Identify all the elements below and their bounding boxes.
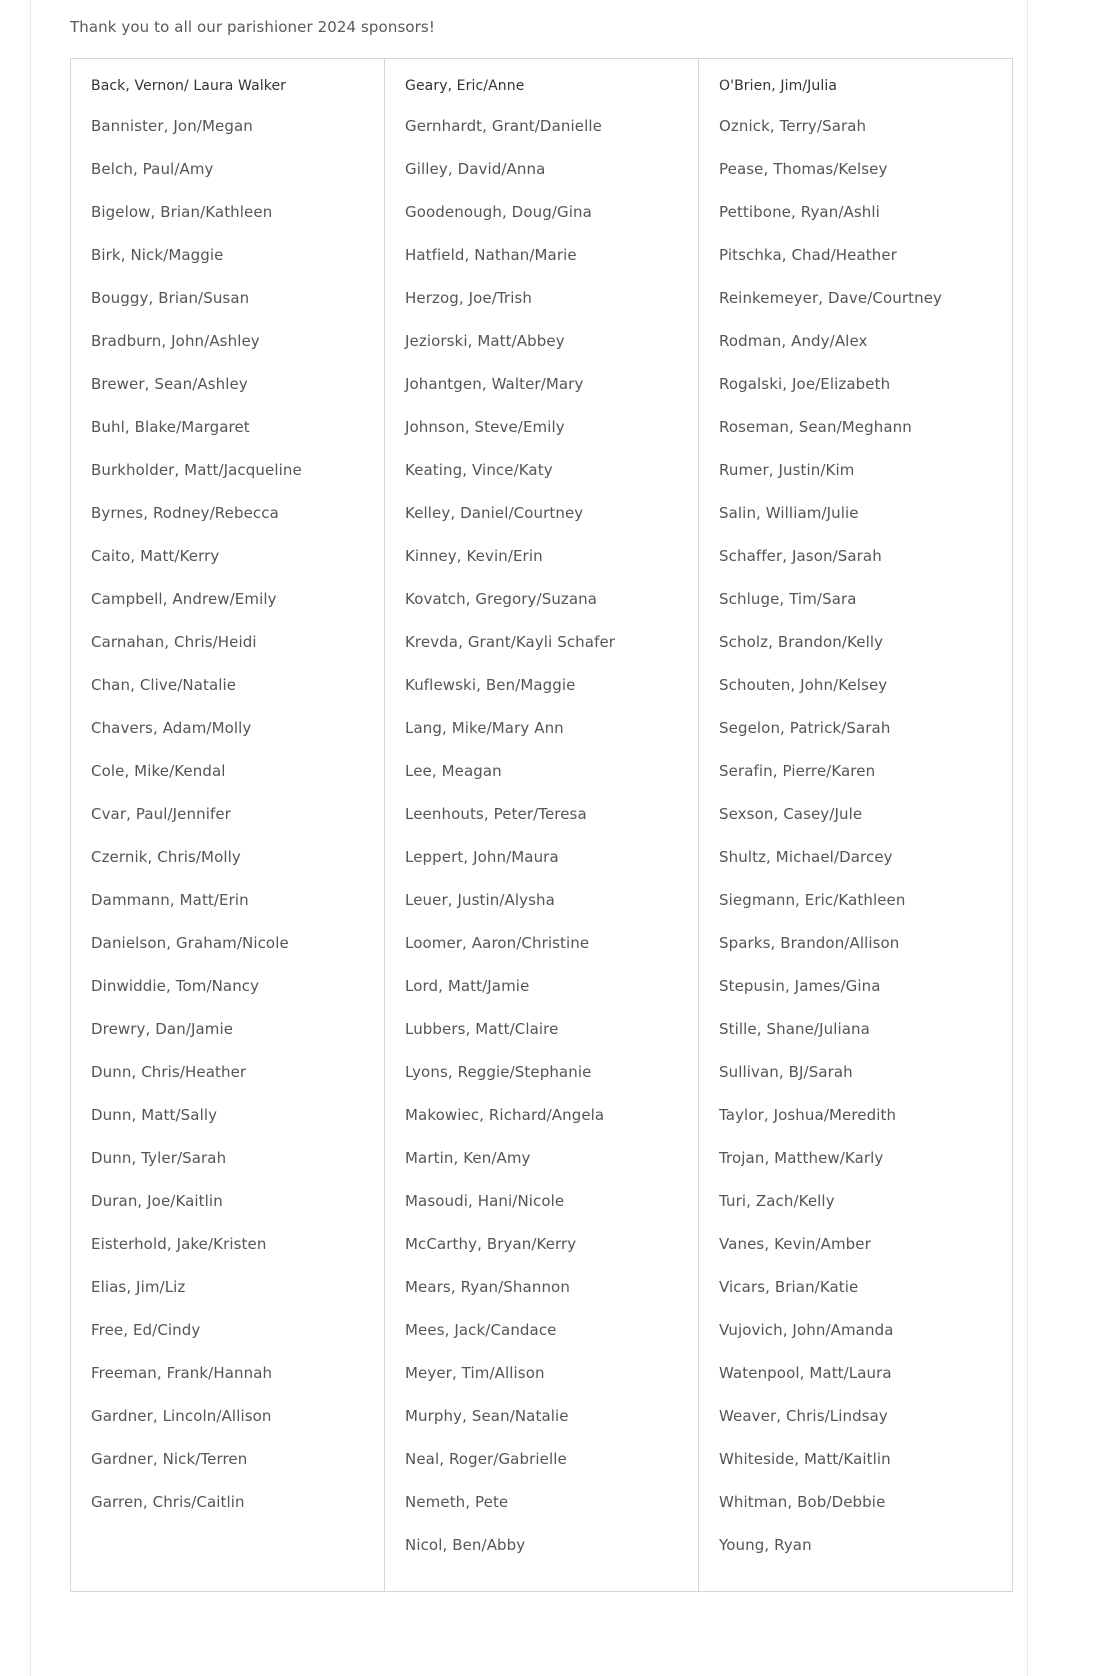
sponsor-name: Rodman, Andy/Alex: [719, 332, 868, 350]
sponsor-name: Bigelow, Brian/Kathleen: [91, 203, 273, 221]
sponsor-column-1: [71, 59, 385, 1591]
sponsor-name: Vanes, Kevin/Amber: [719, 1235, 871, 1253]
sponsor-name: Gardner, Nick/Terren: [91, 1450, 248, 1468]
sponsor-name: Schouten, John/Kelsey: [719, 676, 888, 694]
sponsor-name: Pettibone, Ryan/Ashli: [719, 203, 880, 221]
sponsor-name: Serafin, Pierre/Karen: [719, 762, 876, 780]
sponsor-name: Reinkemeyer, Dave/Courtney: [719, 289, 943, 307]
sponsor-name: O'Brien, Jim/Julia: [719, 78, 838, 94]
sponsor-name: Stepusin, James/Gina: [719, 977, 881, 995]
sponsor-name: Mears, Ryan/Shannon: [405, 1278, 570, 1296]
sponsor-name: Dammann, Matt/Erin: [91, 891, 249, 909]
sponsor-name: Hatfield, Nathan/Marie: [405, 246, 577, 264]
sponsor-name: Jeziorski, Matt/Abbey: [405, 332, 565, 350]
sponsor-name: Sexson, Casey/Jule: [719, 805, 863, 823]
sponsor-name: Campbell, Andrew/Emily: [91, 590, 277, 608]
sponsor-name: Bannister, Jon/Megan: [91, 117, 253, 135]
sponsor-name: Byrnes, Rodney/Rebecca: [91, 504, 279, 522]
sponsor-name: Carnahan, Chris/Heidi: [91, 633, 257, 651]
sponsor-name: Rogalski, Joe/Elizabeth: [719, 375, 891, 393]
sponsor-name: Drewry, Dan/Jamie: [91, 1020, 234, 1038]
sponsor-name: Stille, Shane/Juliana: [719, 1020, 870, 1038]
sponsor-column-2: [385, 59, 699, 1591]
sponsor-list: [91, 75, 384, 1534]
sponsor-name: Dunn, Matt/Sally: [91, 1106, 218, 1124]
sponsor-name: Johantgen, Walter/Mary: [405, 375, 584, 393]
sponsor-name: Nicol, Ben/Abby: [405, 1536, 526, 1554]
sponsor-name: Segelon, Patrick/Sarah: [719, 719, 891, 737]
sponsor-name: Buhl, Blake/Margaret: [91, 418, 250, 436]
sponsor-name: Sullivan, BJ/Sarah: [719, 1063, 853, 1081]
sponsor-name: Murphy, Sean/Natalie: [405, 1407, 569, 1425]
sponsor-name: Cvar, Paul/Jennifer: [91, 805, 231, 823]
sponsor-name: Whitman, Bob/Debbie: [719, 1493, 886, 1511]
sponsor-name: Gilley, David/Anna: [405, 160, 546, 178]
sponsor-name: Siegmann, Eric/Kathleen: [719, 891, 906, 909]
sponsor-name: Bouggy, Brian/Susan: [91, 289, 250, 307]
sponsor-name: Garren, Chris/Caitlin: [91, 1493, 245, 1511]
sponsor-name: Lang, Mike/Mary Ann: [405, 719, 564, 737]
sponsor-name: Mees, Jack/Candace: [405, 1321, 557, 1339]
sponsor-name: Salin, William/Julie: [719, 504, 859, 522]
sponsor-name: Caito, Matt/Kerry: [91, 547, 220, 565]
sponsor-name: Free, Ed/Cindy: [91, 1321, 201, 1339]
sponsor-name: Makowiec, Richard/Angela: [405, 1106, 605, 1124]
sponsor-name: Lord, Matt/Jamie: [405, 977, 530, 995]
sponsor-list: [405, 75, 698, 1577]
sponsor-table: [70, 58, 1013, 1592]
sponsor-name: Cole, Mike/Kendal: [91, 762, 226, 780]
intro-text: Thank you to all our parishioner 2024 sponsors!: [70, 18, 435, 36]
sponsor-name: Loomer, Aaron/Christine: [405, 934, 590, 952]
sponsor-name: Burkholder, Matt/Jacqueline: [91, 461, 302, 479]
sponsor-name: Pitschka, Chad/Heather: [719, 246, 897, 264]
sponsor-name: Trojan, Matthew/Karly: [719, 1149, 884, 1167]
sponsor-name: McCarthy, Bryan/Kerry: [405, 1235, 577, 1253]
sponsor-name: Watenpool, Matt/Laura: [719, 1364, 892, 1382]
sponsor-name: Eisterhold, Jake/Kristen: [91, 1235, 267, 1253]
sponsor-name: Back, Vernon/ Laura Walker: [91, 78, 287, 94]
sponsor-column-3: [699, 59, 1012, 1591]
sponsor-name: Chan, Clive/Natalie: [91, 676, 237, 694]
sponsor-name: Kelley, Daniel/Courtney: [405, 504, 584, 522]
sponsor-name: Elias, Jim/Liz: [91, 1278, 186, 1296]
sponsor-name: Kuflewski, Ben/Maggie: [405, 676, 576, 694]
sponsor-name: Belch, Paul/Amy: [91, 160, 214, 178]
sponsor-name: Neal, Roger/Gabrielle: [405, 1450, 567, 1468]
sponsor-name: Danielson, Graham/Nicole: [91, 934, 289, 952]
sponsor-name: Roseman, Sean/Meghann: [719, 418, 912, 436]
sponsor-name: Gardner, Lincoln/Allison: [91, 1407, 272, 1425]
sponsor-name: Vicars, Brian/Katie: [719, 1278, 859, 1296]
sponsor-name: Pease, Thomas/Kelsey: [719, 160, 888, 178]
sponsor-name: Johnson, Steve/Emily: [405, 418, 565, 436]
sponsor-name: Masoudi, Hani/Nicole: [405, 1192, 565, 1210]
sponsor-name: Brewer, Sean/Ashley: [91, 375, 248, 393]
sponsor-name: Chavers, Adam/Molly: [91, 719, 252, 737]
sponsor-name: Birk, Nick/Maggie: [91, 246, 224, 264]
sponsor-name: Krevda, Grant/Kayli Schafer: [405, 633, 616, 651]
sponsor-name: Nemeth, Pete: [405, 1493, 509, 1511]
sponsor-name: Vujovich, John/Amanda: [719, 1321, 894, 1339]
sponsor-name: Shultz, Michael/Darcey: [719, 848, 893, 866]
sponsor-name: Kovatch, Gregory/Suzana: [405, 590, 598, 608]
sponsor-name: Bradburn, John/Ashley: [91, 332, 260, 350]
sponsor-name: Leuer, Justin/Alysha: [405, 891, 555, 909]
sponsor-name: Whiteside, Matt/Kaitlin: [719, 1450, 891, 1468]
sponsor-name: Sparks, Brandon/Allison: [719, 934, 900, 952]
sponsor-name: Turi, Zach/Kelly: [719, 1192, 835, 1210]
sponsor-name: Dunn, Chris/Heather: [91, 1063, 247, 1081]
sponsor-name: Martin, Ken/Amy: [405, 1149, 531, 1167]
sponsor-name: Rumer, Justin/Kim: [719, 461, 855, 479]
sponsor-name: Meyer, Tim/Allison: [405, 1364, 545, 1382]
sponsor-name: Herzog, Joe/Trish: [405, 289, 532, 307]
sponsor-name: Schaffer, Jason/Sarah: [719, 547, 882, 565]
sponsor-name: Geary, Eric/Anne: [405, 78, 525, 94]
sponsor-name: Goodenough, Doug/Gina: [405, 203, 592, 221]
sponsor-name: Dunn, Tyler/Sarah: [91, 1149, 227, 1167]
sponsor-name: Freeman, Frank/Hannah: [91, 1364, 273, 1382]
sponsor-list: [719, 75, 1012, 1577]
sponsor-name: Leenhouts, Peter/Teresa: [405, 805, 587, 823]
sponsor-name: Taylor, Joshua/Meredith: [719, 1106, 897, 1124]
sponsor-name: Duran, Joe/Kaitlin: [91, 1192, 223, 1210]
sponsor-name: Young, Ryan: [719, 1536, 812, 1554]
sponsor-name: Gernhardt, Grant/Danielle: [405, 117, 602, 135]
sponsor-name: Czernik, Chris/Molly: [91, 848, 241, 866]
sponsor-name: Oznick, Terry/Sarah: [719, 117, 867, 135]
sponsor-name: Lubbers, Matt/Claire: [405, 1020, 559, 1038]
sponsor-name: Keating, Vince/Katy: [405, 461, 553, 479]
sponsor-name: Schluge, Tim/Sara: [719, 590, 857, 608]
sponsor-name: Lyons, Reggie/Stephanie: [405, 1063, 592, 1081]
sponsor-name: Leppert, John/Maura: [405, 848, 559, 866]
sponsor-name: Lee, Meagan: [405, 762, 502, 780]
sponsor-name: Weaver, Chris/Lindsay: [719, 1407, 888, 1425]
sponsor-name: Dinwiddie, Tom/Nancy: [91, 977, 260, 995]
sponsor-name: Kinney, Kevin/Erin: [405, 547, 543, 565]
sponsor-name: Scholz, Brandon/Kelly: [719, 633, 884, 651]
